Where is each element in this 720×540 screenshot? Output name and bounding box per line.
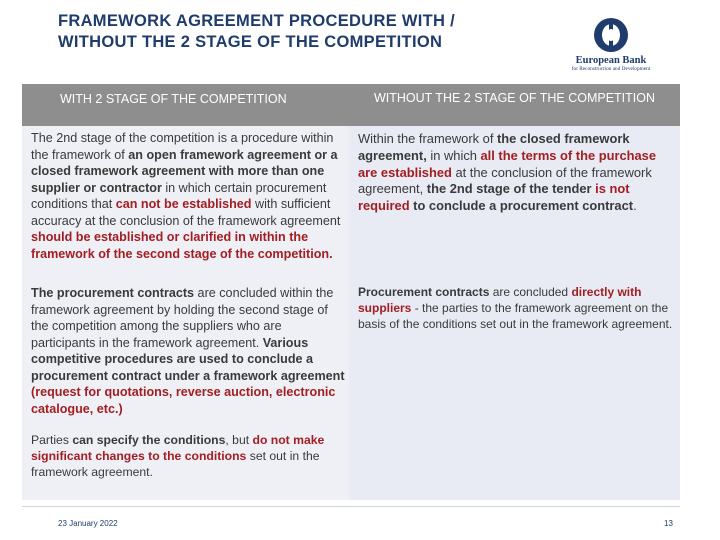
ebrd-logo-icon — [591, 16, 631, 54]
right-paragraph-2: Procurement contracts are concluded directly with suppliers - the parties to the framework agreement on the basis of the conditions set out in the framework agreement. — [358, 285, 673, 331]
column-header-label: WITH 2 STAGE OF THE COMPETITION — [60, 92, 287, 106]
right-paragraph-1: Within the framework of the closed framework agreement, in which all the terms of the purchase are established at the conclusion of the framework agreement, the 2nd stage of the tender is not required to conclude a procurement contract. — [358, 131, 657, 214]
footer-date: 23 January 2022 — [58, 519, 118, 528]
footer-divider — [22, 506, 680, 507]
page-title: FRAMEWORK AGREEMENT PROCEDURE WITH / WITHOUT THE 2 STAGE OF THE COMPETITION — [58, 12, 456, 51]
column-header-label: WITHOUT THE 2 STAGE OF THE COMPETITION — [373, 91, 656, 105]
page-number: 13 — [664, 519, 673, 528]
logo-name: European Bank — [575, 55, 647, 66]
column-header-with-stage — [22, 84, 349, 126]
ebrd-logo — [555, 16, 667, 76]
left-paragraph-2: The procurement contracts are concluded within the framework agreement by holding the second stage of the competition among the suppliers who are participants in the framework agreement. Various competitive procedures are used to conclude a procurement contract under a framework agreement (request for quotations, reverse auction, electronic catalogue, etc.) — [31, 286, 345, 416]
left-paragraph-1: The 2nd stage of the competition is a procedure within the framework of an open framework agreement or a closed framework agreement with more than one supplier or contractor in which certain procurement conditions that can not be established with sufficient accuracy at the conclusion of the framework agreement should be established or clarified in within the framework of the second stage of the competition. — [31, 131, 341, 261]
left-paragraph-3: Parties can specify the conditions, but do not make significant changes to the conditions set out in the framework agreement. — [31, 433, 325, 479]
logo-tagline: for Reconstruction and Development — [571, 66, 651, 72]
column-header-without-stage — [349, 84, 680, 126]
